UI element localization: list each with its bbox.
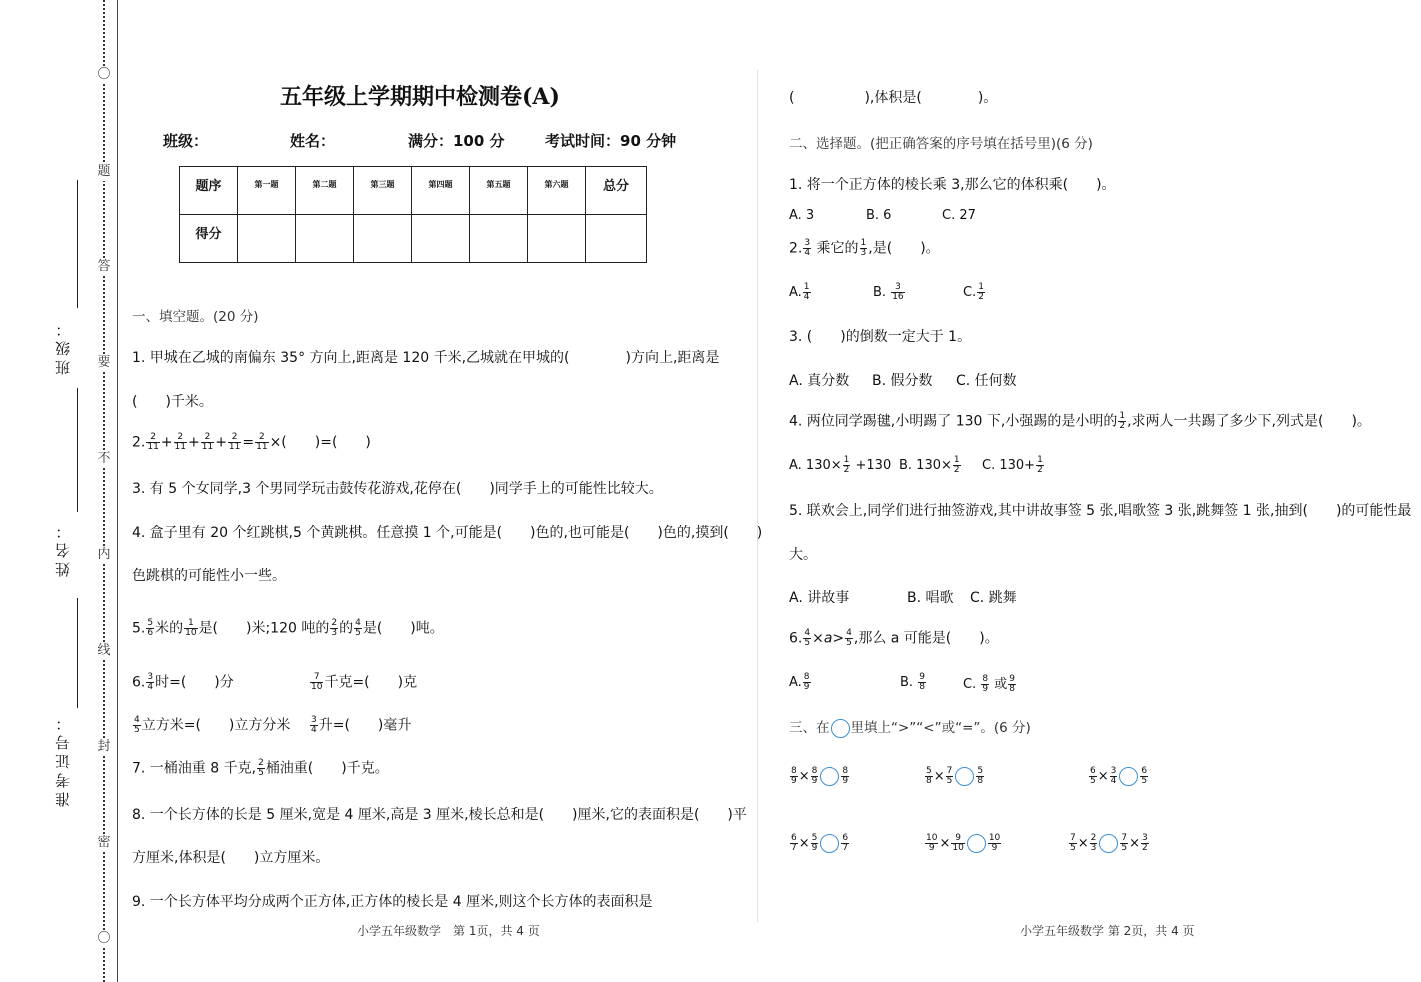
choice-3: 3. ( )的倒数一定大于 1。 <box>789 329 972 345</box>
choice-5-line-2: 大。 <box>789 547 817 563</box>
compare-item-4: $\frac{6}{7}$ × $\frac{5}{9}$ $\frac{6}{7}$ <box>791 833 849 853</box>
fraction: $\frac{2}{3}$ <box>1090 833 1097 853</box>
col-header: 第四题 <box>412 167 470 215</box>
fraction: $\frac{1}{10}$ <box>185 618 197 638</box>
id-write-line[interactable] <box>77 598 78 708</box>
seal-char: 不 <box>97 451 111 466</box>
fraction: $\frac{9}{8}$ <box>1009 674 1015 694</box>
score-cell[interactable] <box>296 215 354 263</box>
fraction: $\frac{9}{10}$ <box>952 833 964 853</box>
fraction: $\frac{6}{7}$ <box>791 833 797 853</box>
question-6-part-c: $\frac{4}{5}$ 立方米=( )立方分米 <box>134 715 291 735</box>
fraction: $\frac{1}{4}$ <box>803 282 810 302</box>
choice-4-option-c[interactable]: C. 130+ $\frac{1}{2}$ <box>982 455 1043 475</box>
question-4-line-1: 4. 盒子里有 20 个红跳棋,5 个黄跳棋。任意摸 1 个,可能是( )色的,也可能是( )色的,摸到( ) <box>132 525 763 541</box>
choice-4-option-a[interactable]: A. 130× $\frac{1}{2}$ +130 <box>789 455 892 475</box>
fraction: $\frac{1}{2}$ <box>1037 455 1043 475</box>
section-1-heading: 一、填空题。(20 分) <box>132 309 259 325</box>
fraction: $\frac{3}{4}$ <box>1110 766 1117 786</box>
page-divider <box>757 70 758 922</box>
answer-circle[interactable] <box>967 834 986 853</box>
fraction: $\frac{9}{8}$ <box>919 672 925 692</box>
fraction: $\frac{6}{7}$ <box>842 833 849 853</box>
exam-time: 考试时间：90 分钟 <box>545 132 677 150</box>
question-1-line-1: 1. 甲城在乙城的南偏东 35° 方向上,距离是 120 千米,乙城就在甲城的( )方向上,距离是 <box>132 350 720 366</box>
class-label-vertical: 班级： <box>54 318 72 375</box>
fraction: $\frac{2}{5}$ <box>258 758 264 778</box>
compare-item-1: $\frac{8}{9}$ × $\frac{8}{9}$ $\frac{8}{9}$ <box>791 766 849 786</box>
answer-circle[interactable] <box>1119 767 1138 786</box>
fraction: $\frac{4}{5}$ <box>846 628 852 648</box>
choice-5-line-1: 5. 联欢会上,同学们进行抽签游戏,其中讲故事签 5 张,唱歌签 3 张,跳舞签 1 张,抽到( )的可能性最 <box>789 503 1412 519</box>
choice-6-option-b[interactable]: B. $\frac{9}{8}$ <box>900 672 925 692</box>
col-header: 第六题 <box>528 167 586 215</box>
question-9-continued: ( ),体积是( )。 <box>789 90 998 106</box>
fraction: $\frac{5}{8}$ <box>926 766 932 786</box>
col-header: 第三题 <box>354 167 412 215</box>
seal-char: 线 <box>97 643 111 658</box>
col-header: 第二题 <box>296 167 354 215</box>
question-3: 3. 有 5 个女同学,3 个男同学玩击鼓传花游戏,花停在( )同学手上的可能性比较大。 <box>132 481 663 497</box>
choice-2-option-a[interactable]: A. $\frac{1}{4}$ <box>789 282 810 302</box>
fraction: $\frac{4}{5}$ <box>804 628 811 648</box>
choice-6-option-a[interactable]: A. $\frac{8}{9}$ <box>789 672 810 692</box>
fraction: $\frac{1}{2}$ <box>953 455 960 475</box>
fraction: $\frac{3}{4}$ <box>147 672 154 692</box>
question-5: 5. $\frac{5}{6}$ 米的 $\frac{1}{10}$ 是( )米;120 吨的 $\frac{2}{3}$ 的 $\frac{4}{5}$ 是( )吨。 <box>132 618 444 638</box>
fraction: $\frac{4}{5}$ <box>355 618 361 638</box>
question-6-part-d: $\frac{3}{4}$ 升=( )毫升 <box>311 715 412 735</box>
fraction: $\frac{7}{5}$ <box>946 766 953 786</box>
choice-5-option-b[interactable]: B. 唱歌 <box>907 590 954 606</box>
fraction: $\frac{4}{5}$ <box>134 715 140 735</box>
fraction: $\frac{7}{5}$ <box>1070 833 1076 853</box>
choice-5-option-c[interactable]: C. 跳舞 <box>970 590 1017 606</box>
fraction: $\frac{5}{9}$ <box>811 833 818 853</box>
choice-3-option-a[interactable]: A. 真分数 <box>789 373 850 389</box>
choice-1: 1. 将一个正方体的棱长乘 3,那么它的体积乘( )。 <box>789 177 1116 193</box>
fraction: $\frac{1}{2}$ <box>978 282 984 302</box>
margin-rule <box>117 0 118 982</box>
fraction: $\frac{10}{9}$ <box>926 833 938 853</box>
fraction: $\frac{8}{9}$ <box>811 766 818 786</box>
compare-item-6: $\frac{7}{5}$ × $\frac{2}{3}$ $\frac{7}{5}$ × $\frac{3}{2}$ <box>1070 833 1148 853</box>
fraction: $\frac{8}{9}$ <box>982 674 989 694</box>
score-cell[interactable] <box>470 215 528 263</box>
question-2: 2. $\frac{2}{11}$ + $\frac{2}{11}$ + $\frac{2}{11}$ + $\frac{2}{11}$ = $\frac{2}{11}$ ×( )=( ) <box>132 432 371 452</box>
choice-5-option-a[interactable]: A. 讲故事 <box>789 590 850 606</box>
fraction: $\frac{2}{3}$ <box>331 618 338 638</box>
binding-margin <box>0 0 120 982</box>
choice-3-option-c[interactable]: C. 任何数 <box>956 373 1017 389</box>
fraction: $\frac{3}{2}$ <box>1142 833 1148 853</box>
choice-1-option-b[interactable]: B. 6 <box>866 208 892 223</box>
seal-char: 要 <box>97 355 111 370</box>
answer-circle[interactable] <box>1099 834 1118 853</box>
name-write-line[interactable] <box>77 388 78 512</box>
seal-char: 题 <box>97 164 111 179</box>
seal-char: 〇 <box>97 67 111 82</box>
choice-2-option-b[interactable]: B. $\frac{3}{16}$ <box>873 282 904 302</box>
fraction: $\frac{10}{9}$ <box>988 833 1001 853</box>
full-score: 满分：100 分 <box>408 132 505 150</box>
fraction: $\frac{2}{11}$ <box>147 432 159 452</box>
question-8-line-1: 8. 一个长方体的长是 5 厘米,宽是 4 厘米,高是 3 厘米,棱长总和是( )厘米,它的表面积是( )平 <box>132 807 747 823</box>
answer-circle[interactable] <box>820 767 839 786</box>
fraction: $\frac{5}{6}$ <box>147 618 154 638</box>
fraction: $\frac{2}{11}$ <box>228 432 241 452</box>
question-4-line-2: 色跳棋的可能性小一些。 <box>132 568 286 584</box>
fraction: $\frac{7}{5}$ <box>1121 833 1128 853</box>
fraction: $\frac{8}{9}$ <box>842 766 849 786</box>
answer-circle[interactable] <box>820 834 839 853</box>
question-7: 7. 一桶油重 8 千克, $\frac{2}{5}$ 桶油重( )千克。 <box>132 758 389 778</box>
choice-4: 4. 两位同学踢毽,小明踢了 130 下,小强踢的是小明的 $\frac{1}{2}$ ,求两人一共踢了多少下,列式是( )。 <box>789 411 1371 431</box>
question-1-line-2: ( )千米。 <box>132 394 213 410</box>
seal-char: 封 <box>97 739 111 754</box>
fraction: $\frac{8}{9}$ <box>791 766 797 786</box>
row-label-score: 得分 <box>180 215 238 263</box>
fraction: $\frac{7}{10}$ <box>311 672 323 692</box>
seal-char: 内 <box>97 547 111 562</box>
score-cell-total[interactable] <box>586 215 647 263</box>
fraction: $\frac{1}{3}$ <box>860 238 867 258</box>
score-cell[interactable] <box>238 215 296 263</box>
question-8-line-2: 方厘米,体积是( )立方厘米。 <box>132 850 330 866</box>
class-write-line[interactable] <box>77 180 78 308</box>
col-header: 第一题 <box>238 167 296 215</box>
fraction: $\frac{6}{5}$ <box>1090 766 1096 786</box>
score-cell[interactable] <box>354 215 412 263</box>
seal-char: 〇 <box>97 931 111 946</box>
choice-1-option-a[interactable]: A. 3 <box>789 208 815 223</box>
fraction: $\frac{8}{9}$ <box>803 672 810 692</box>
seal-char: 密 <box>97 835 111 850</box>
compare-item-5: $\frac{10}{9}$ × $\frac{9}{10}$ $\frac{10}{9}$ <box>926 833 1001 853</box>
fraction: $\frac{6}{5}$ <box>1141 766 1148 786</box>
name-label-vertical: 姓名： <box>54 520 72 577</box>
question-9: 9. 一个长方体平均分成两个正方体,正方体的棱长是 4 厘米,则这个长方体的表面积是 <box>132 894 653 910</box>
section-3-heading: 三、在 里填上“>”“<”或“=”。(6 分) <box>789 720 1031 736</box>
seal-char: 答 <box>97 259 111 274</box>
fraction: $\frac{2}{11}$ <box>174 432 186 452</box>
fraction: $\frac{2}{11}$ <box>256 432 268 452</box>
exam-title: 五年级上学期期中检测卷(A) <box>280 84 560 110</box>
col-header-total: 总分 <box>586 167 647 215</box>
fraction: $\frac{1}{2}$ <box>843 455 850 475</box>
page-footer-1: 小学五年级数学 第 1页，共 4 页 <box>357 924 540 938</box>
choice-2: 2. $\frac{3}{4}$ 乘它的 $\frac{1}{3}$ ,是( )。 <box>789 238 940 258</box>
section-2-heading: 二、选择题。(把正确答案的序号填在括号里)(6 分) <box>789 136 1093 152</box>
score-table <box>179 166 647 263</box>
question-6-part-a: 6. $\frac{3}{4}$ 时=( )分 <box>132 672 234 692</box>
fraction: $\frac{3}{4}$ <box>804 238 811 258</box>
question-6-part-b: $\frac{7}{10}$ 千克=( )克 <box>311 672 418 692</box>
fraction: $\frac{2}{11}$ <box>201 432 214 452</box>
fraction: $\frac{3}{16}$ <box>892 282 904 302</box>
page-footer-2: 小学五年级数学 第 2页，共 4 页 <box>1020 924 1195 938</box>
id-label-vertical: 准考证号： <box>54 712 72 807</box>
fraction: $\frac{3}{4}$ <box>311 715 317 735</box>
choice-4-option-b[interactable]: B. 130× $\frac{1}{2}$ <box>899 455 960 475</box>
score-cell[interactable] <box>412 215 470 263</box>
compare-item-3: $\frac{6}{5}$ × $\frac{3}{4}$ $\frac{6}{5}$ <box>1090 766 1148 786</box>
fraction: $\frac{1}{2}$ <box>1119 411 1126 431</box>
col-header: 第五题 <box>470 167 528 215</box>
score-cell[interactable] <box>528 215 586 263</box>
class-label: 班级： <box>163 132 209 150</box>
fraction: $\frac{5}{8}$ <box>977 766 984 786</box>
choice-6: 6. $\frac{4}{5}$ ×a> $\frac{4}{5}$ ,那么 a 可能是( )。 <box>789 628 999 648</box>
answer-circle[interactable] <box>955 767 974 786</box>
answer-circle-icon <box>831 719 850 738</box>
choice-1-option-c[interactable]: C. 27 <box>942 208 976 223</box>
compare-item-2: $\frac{5}{8}$ × $\frac{7}{5}$ $\frac{5}{8}$ <box>926 766 984 786</box>
row-label-question: 题序 <box>180 167 238 215</box>
name-label: 姓名： <box>290 132 336 150</box>
choice-6-option-c[interactable]: C. $\frac{8}{9}$ 或 $\frac{9}{8}$ <box>963 674 1015 694</box>
choice-2-option-c[interactable]: C. $\frac{1}{2}$ <box>963 282 984 302</box>
choice-3-option-b[interactable]: B. 假分数 <box>872 373 933 389</box>
